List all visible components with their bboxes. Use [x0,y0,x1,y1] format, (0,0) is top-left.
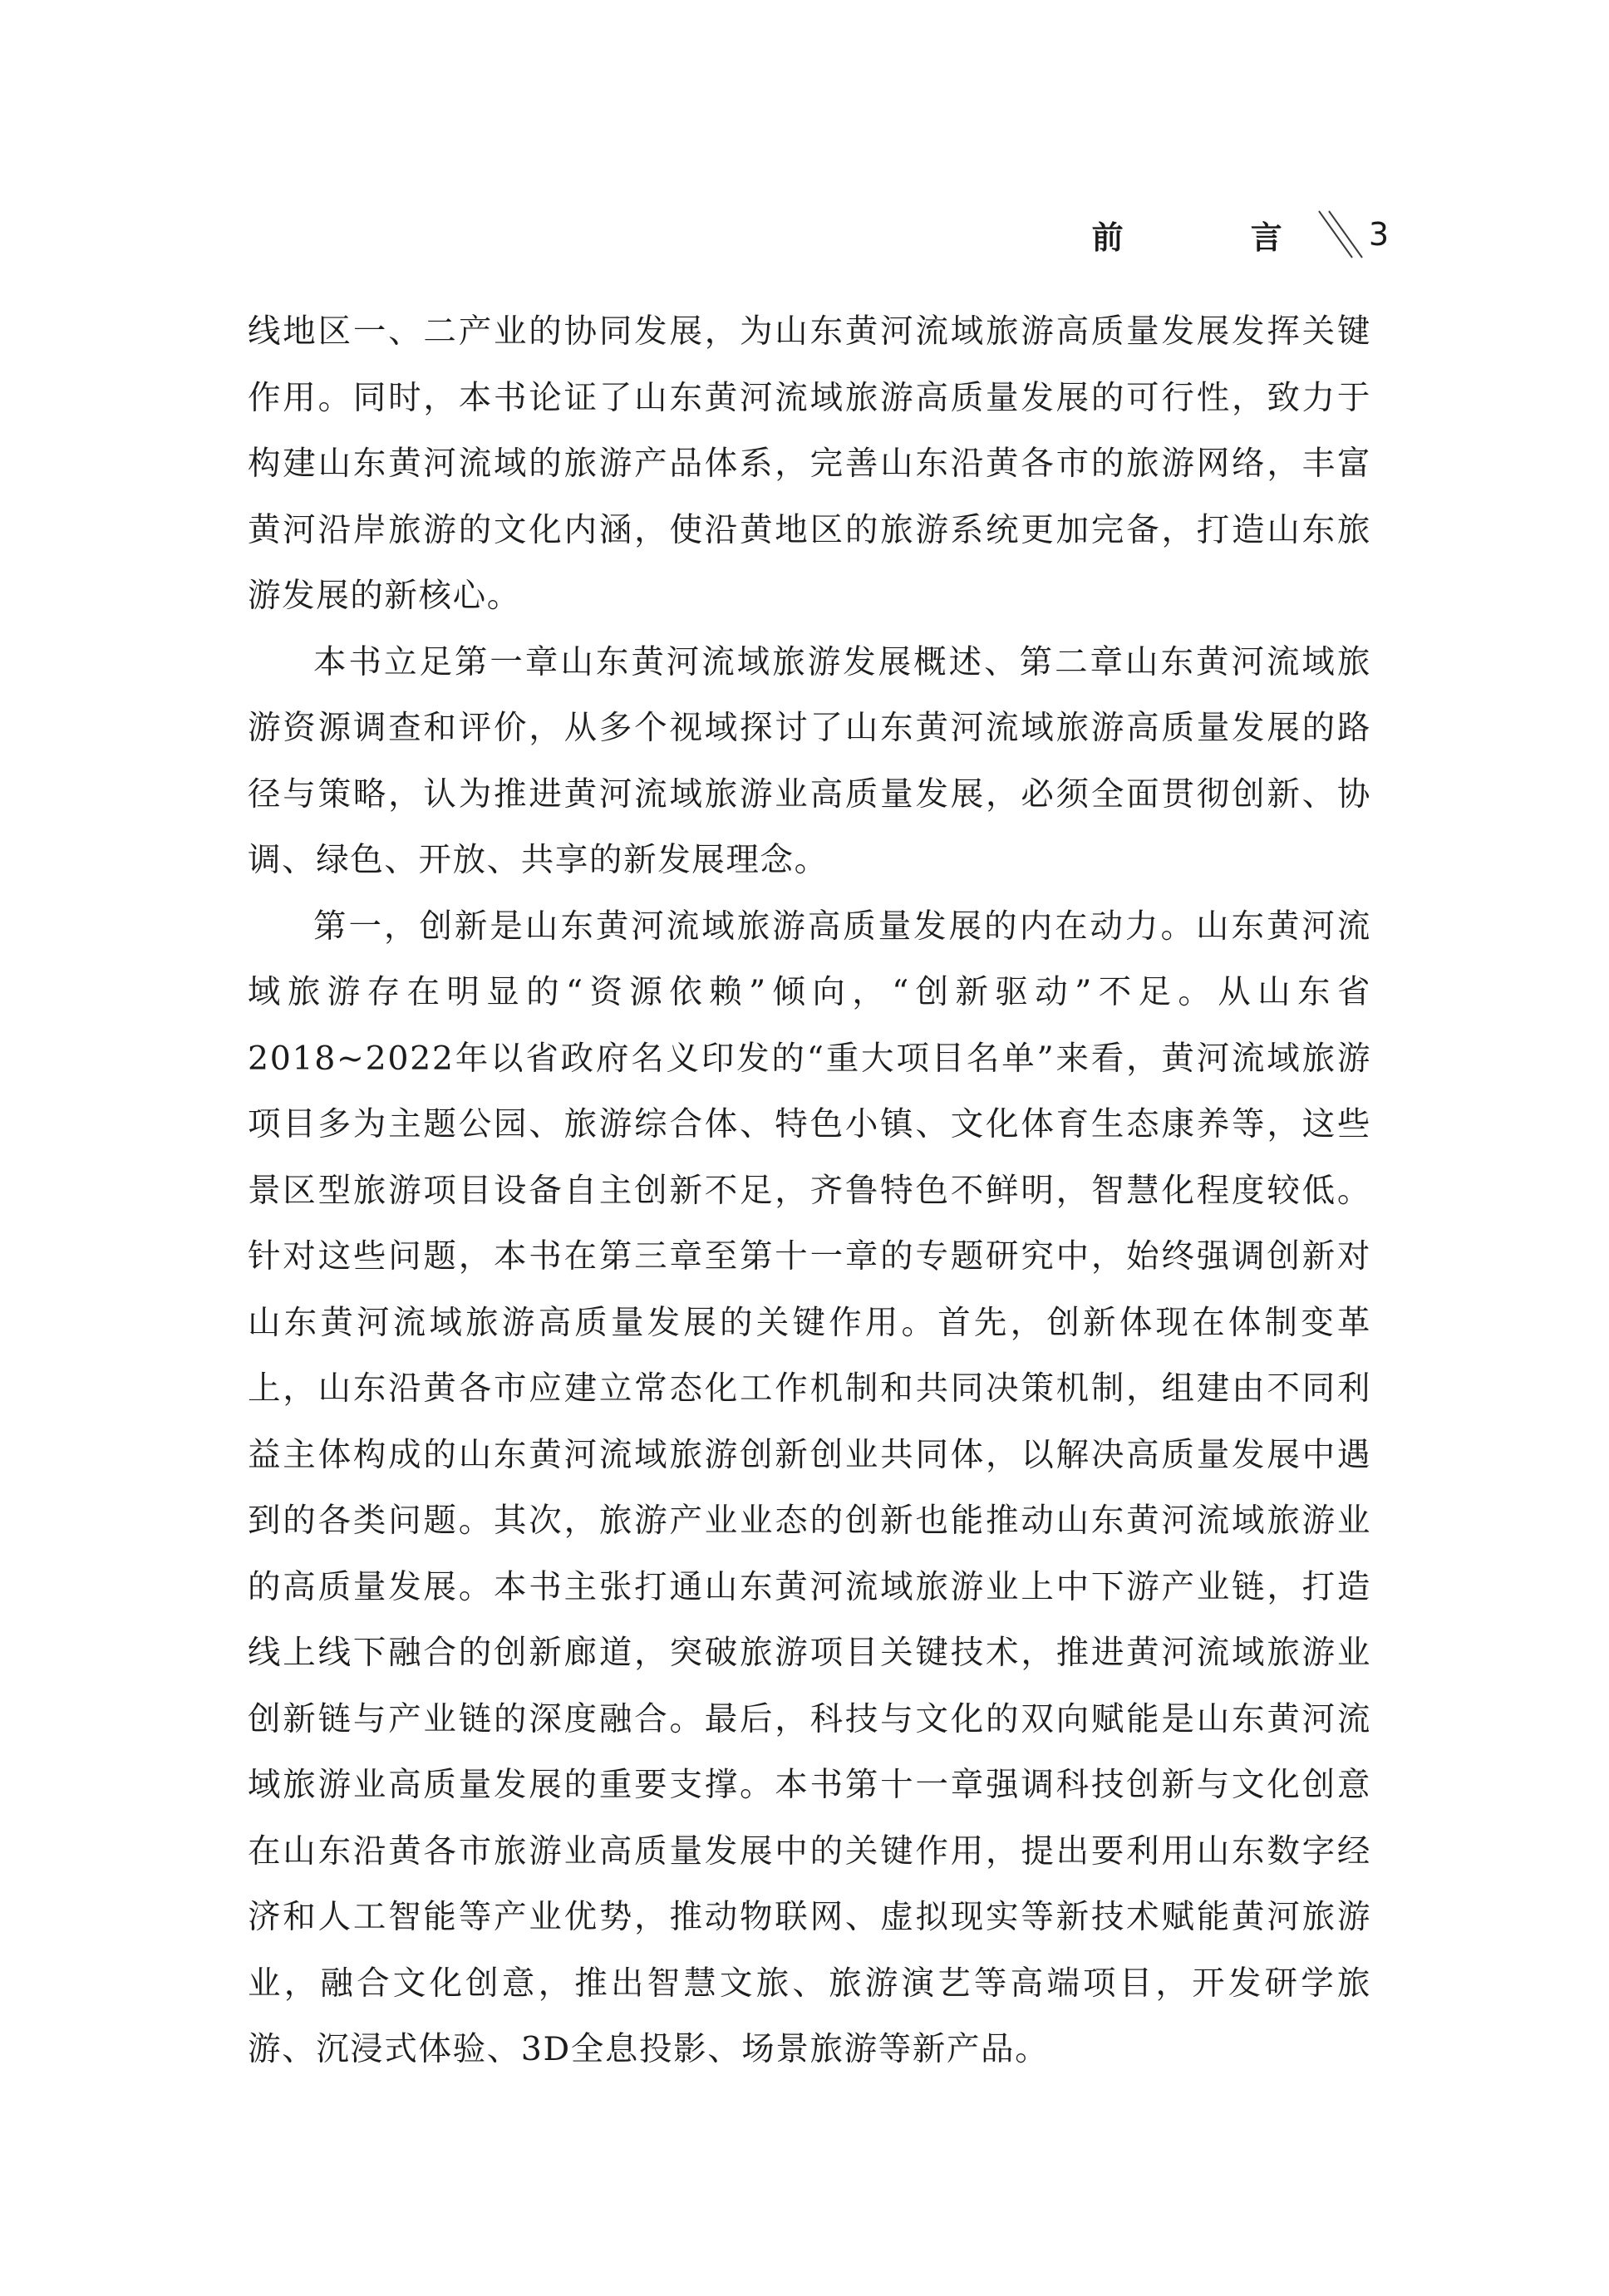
paragraph-continued: 线地区一、二产业的协同发展，为山东黄河流域旅游高质量发展发挥关键作用。同时，本书论证了山东黄河流域旅游高质量发展的可行性，致力于构建山东黄河流域的旅游产品体系，完善山东沿黄各市的旅游网络，丰富黄河沿岸旅游的文化内涵，使沿黄地区的旅游系统更加完备，打造山东旅游发展的新核心。 [248,312,1371,615]
running-header [1092,209,1389,259]
double-slash-icon [1314,209,1364,259]
paragraph: 本书立足第一章山东黄河流域旅游发展概述、第二章山东黄河流域旅游资源调查和评价，从多个视域探讨了山东黄河流域旅游高质量发展的路径与策略，认为推进黄河流域旅游业高质量发展，必须全面贯彻创新、协调、绿色、开放、共享的新发展理念。 [248,642,1371,879]
header-title: 前 言 [1091,219,1341,256]
paragraph: 第一，创新是山东黄河流域旅游高质量发展的内在动力。山东黄河流域旅游存在明显的“资源依赖”倾向，“创新驱动”不足。从山东省2018~2022年以省政府名义印发的“重大项目名单”来看，黄河流域旅游项目多为主题公园、旅游综合体、特色小镇、文化体育生态康养等，这些景区型旅游项目设备自主创新不足，齐鲁特色不鲜明，智慧化程度较低。针对这些问题，本书在第三章至第十一章的专题研究中，始终强调创新对山东黄河流域旅游高质量发展的关键作用。首先，创新体现在体制变革上，山东沿黄各市应建立常态化工作机制和共同决策机制，组建由不同利益主体构成的山东黄河流域旅游创新创业共同体，以解决高质量发展中遇到的各类问题。其次，旅游产业业态的创新也能推动山东黄河流域旅游业的高质量发展。本书主张打通山东黄河流域旅游业上中下游产业链，打造线上线下融合的创新廊道，突破旅游项目关键技术，推进黄河流域旅游业创新链与产业链的深度融合。最后，科技与文化的双向赋能是山东黄河流域旅游业高质量发展的重要支撑。本书第十一章强调科技创新与文化创意在山东沿黄各市旅游业高质量发展中的关键作用，提出要利用山东数字经济和人工智能等产业优势，推动物联网、虚拟现实等新技术赋能黄河旅游业，融合文化创意，推出智慧文旅、旅游演艺等高端项目，开发研学旅游、沉浸式体验、3D全息投影、场景旅游等新产品。 [248,907,1371,2068]
page-number: 3 [1368,216,1389,253]
body-text [248,299,1371,2083]
